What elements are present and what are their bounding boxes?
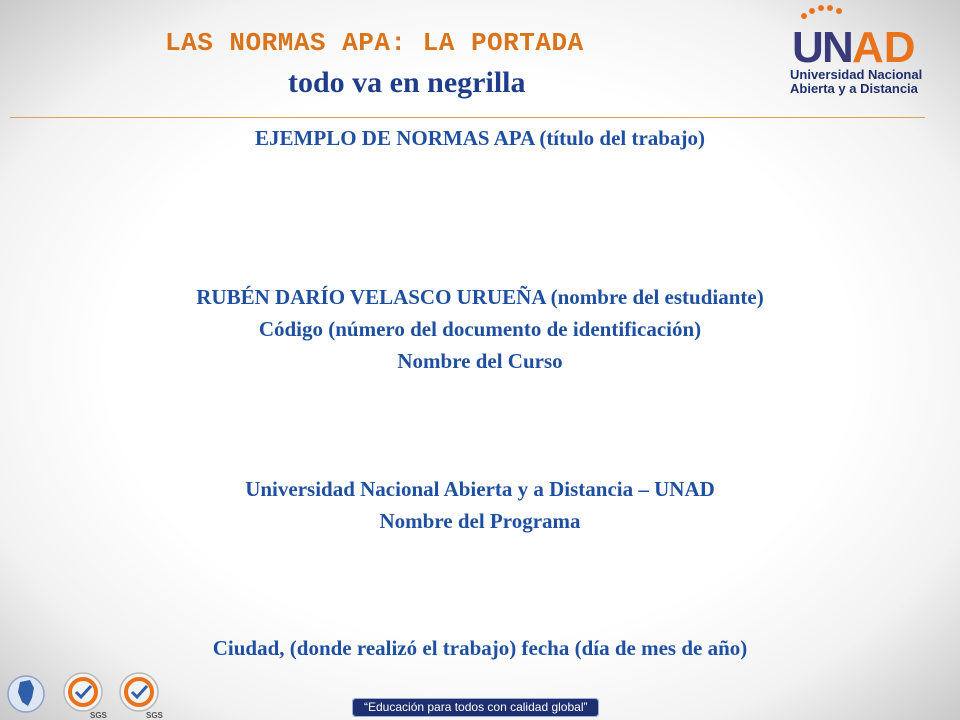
sgs-label: SGS xyxy=(146,711,163,720)
logo-line-1: Universidad Nacional xyxy=(790,67,923,82)
svg-text:AD: AD xyxy=(852,23,916,68)
sgs-label: SGS xyxy=(90,711,107,720)
program-name: Nombre del Programa xyxy=(379,509,581,533)
unad-logo-text xyxy=(790,68,930,96)
svg-text:U: U xyxy=(792,23,824,68)
colombia-map-icon xyxy=(8,676,44,712)
unad-logo xyxy=(790,4,930,104)
slide-title: LAS NORMAS APA: LA PORTADA xyxy=(165,28,584,58)
sgs-badge-icon xyxy=(64,673,108,720)
student-code: Código (número del documento de identificación) xyxy=(258,317,702,341)
certification-badges xyxy=(6,668,166,720)
city-date: Ciudad, (donde realizó el trabajo) fecha (día de mes de año) xyxy=(212,636,748,660)
university-name: Universidad Nacional Abierta y a Distancia – UNAD xyxy=(245,477,715,501)
svg-text:N: N xyxy=(822,23,854,68)
unad-wordmark-icon xyxy=(790,4,930,68)
header-divider xyxy=(10,117,925,118)
slide-subtitle: todo va en negrilla xyxy=(288,66,526,99)
footer-tagline: “Educación para todos con calidad global” xyxy=(352,698,599,717)
student-name: RUBÉN DARÍO VELASCO URUEÑA (nombre del estudiante) xyxy=(196,285,764,309)
work-title: EJEMPLO DE NORMAS APA (título del trabajo) xyxy=(255,126,705,150)
logo-line-2: Abierta y a Distancia xyxy=(790,81,918,96)
course-name: Nombre del Curso xyxy=(397,349,563,373)
sgs-badge-icon xyxy=(120,673,164,720)
